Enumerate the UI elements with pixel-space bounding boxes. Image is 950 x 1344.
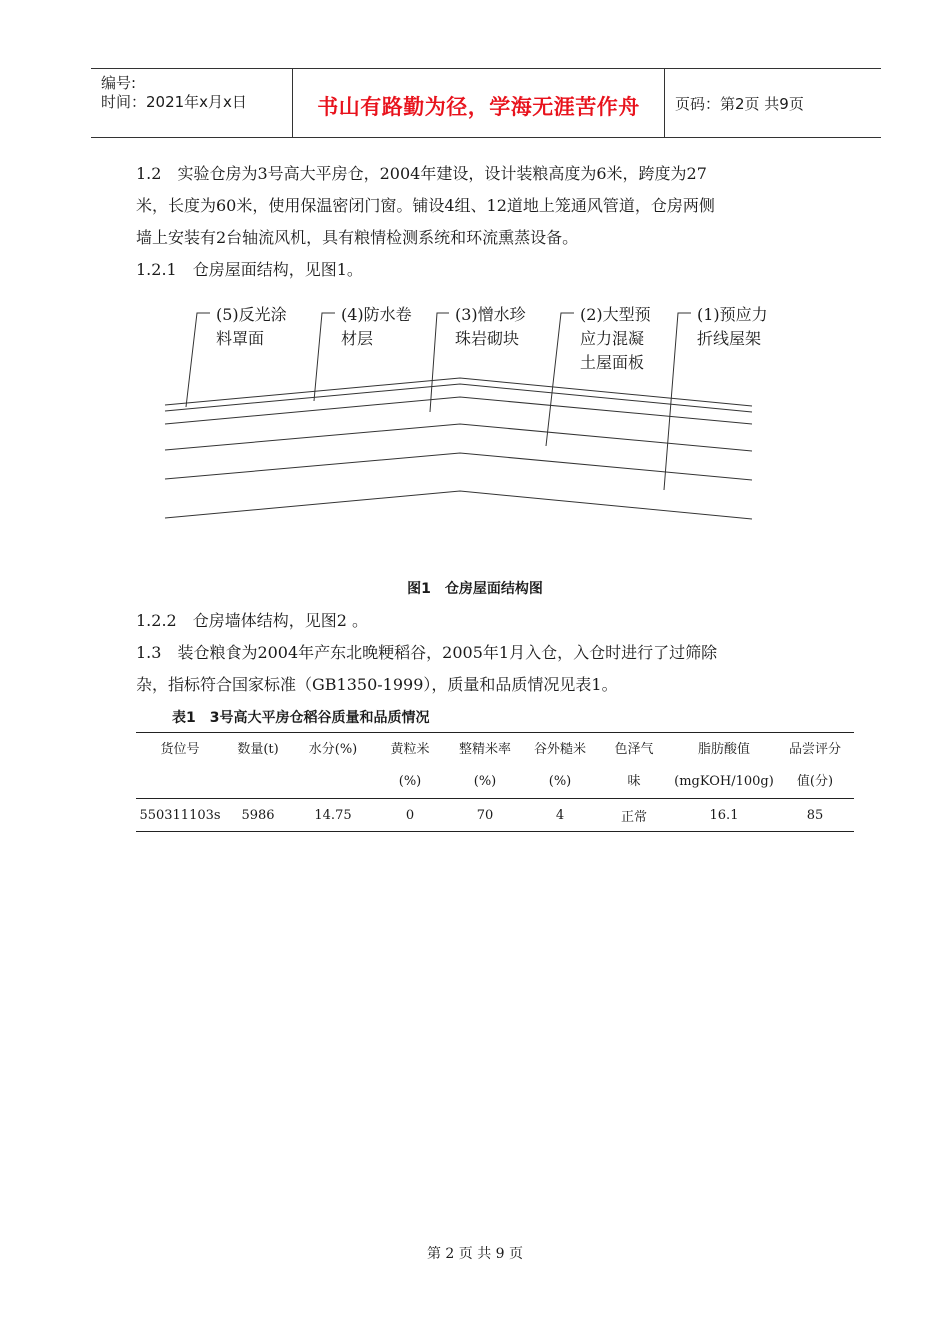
table-cell: 5986 [224, 799, 292, 832]
label-line: (3)憎水珍 [455, 305, 526, 324]
header-cell: 黄粒米 (%) [390, 742, 430, 789]
table-cell: 0 [374, 799, 446, 832]
motto: 书山有路勤为径，学海无涯苦作舟 [317, 95, 640, 119]
table-title: 表1 3号高大平房仓稻谷质量和品质情况 [172, 710, 430, 726]
roof-diagram [0, 0, 950, 560]
paragraph-line: 墙上安装有2台轴流风机，具有粮情检测系统和环流熏蒸设备。 [136, 228, 579, 247]
leader-line [546, 313, 574, 446]
header-cell: 品尝评分 值(分) [788, 742, 841, 789]
paragraph-line: 米，长度为60米，使用保温密闭门窗。铺设4组、12道地上笼通风管道，仓房两侧 [136, 196, 715, 215]
leader-line [430, 313, 449, 412]
date-label: 时间：2021年x月x日 [101, 93, 247, 111]
section-1-2-2: 1.2.2 仓房墙体结构，见图2 。 [136, 611, 368, 630]
paragraph-line: 杂，指标符合国家标准（GB1350-1999），质量和品质情况见表1。 [136, 675, 618, 694]
header-cell: 水分(%) [308, 742, 358, 757]
roof-line [165, 424, 752, 451]
table-cell: 85 [776, 799, 854, 832]
page-footer: 第 2 页 共 9 页 [426, 1246, 524, 1262]
leader-line [186, 313, 210, 407]
label-line: (2)大型预 [580, 305, 651, 324]
table-cell: 4 [524, 799, 596, 832]
header-cell: 色泽气 味 [614, 742, 654, 789]
leader-line [664, 313, 691, 490]
roof-line [165, 378, 752, 406]
paragraph-line: 1.3 装仓粮食为2004年产东北晚粳稻谷，2005年1月入仓，入仓时进行了过筛除 [136, 643, 718, 662]
page-number-label: 页码：第2页 共9页 [675, 95, 804, 113]
label-line: 珠岩砌块 [455, 329, 520, 348]
label-line: (4)防水卷 [341, 305, 412, 324]
table-cell: 14.75 [292, 799, 374, 832]
label-line: 折线屋架 [697, 329, 762, 348]
label-line: 材层 [341, 329, 374, 348]
quality-table [136, 732, 854, 832]
label-line: 土屋面板 [580, 353, 645, 372]
header-cell: 数量(t) [237, 742, 279, 757]
roof-line [165, 491, 752, 519]
table-header-row [136, 733, 854, 799]
label-line: 应力混凝 [580, 329, 645, 348]
table-cell: 正常 [596, 799, 672, 832]
label-line: (5)反光涂 [216, 305, 287, 324]
section-1-2-2-and-1-3 [136, 605, 841, 701]
code-label: 编号: [101, 74, 137, 92]
label-line: (1)预应力 [697, 305, 768, 324]
table-row [136, 799, 854, 832]
label-line: 料罩面 [216, 329, 265, 348]
table-cell: 550311103s [136, 799, 224, 832]
header-cell: 脂肪酸值 (mgKOH/100g) [674, 742, 774, 789]
leader-line [314, 313, 335, 401]
table-cell: 70 [446, 799, 524, 832]
header-cell: 整精米率 (%) [458, 742, 511, 789]
figure-caption: 图1 仓房屋面结构图 [407, 581, 543, 597]
roof-line [165, 397, 752, 424]
paragraph-line: 1.2 实验仓房为3号高大平房仓，2004年建设，设计装粮高度为6米，跨度为27 [136, 164, 707, 183]
roof-line [165, 453, 752, 480]
section-1-2-1: 1.2.1 仓房屋面结构，见图1。 [136, 260, 363, 279]
table-cell: 16.1 [672, 799, 776, 832]
header-cell: 谷外糙米 (%) [533, 742, 586, 789]
header-cell: 货位号 [160, 742, 200, 757]
